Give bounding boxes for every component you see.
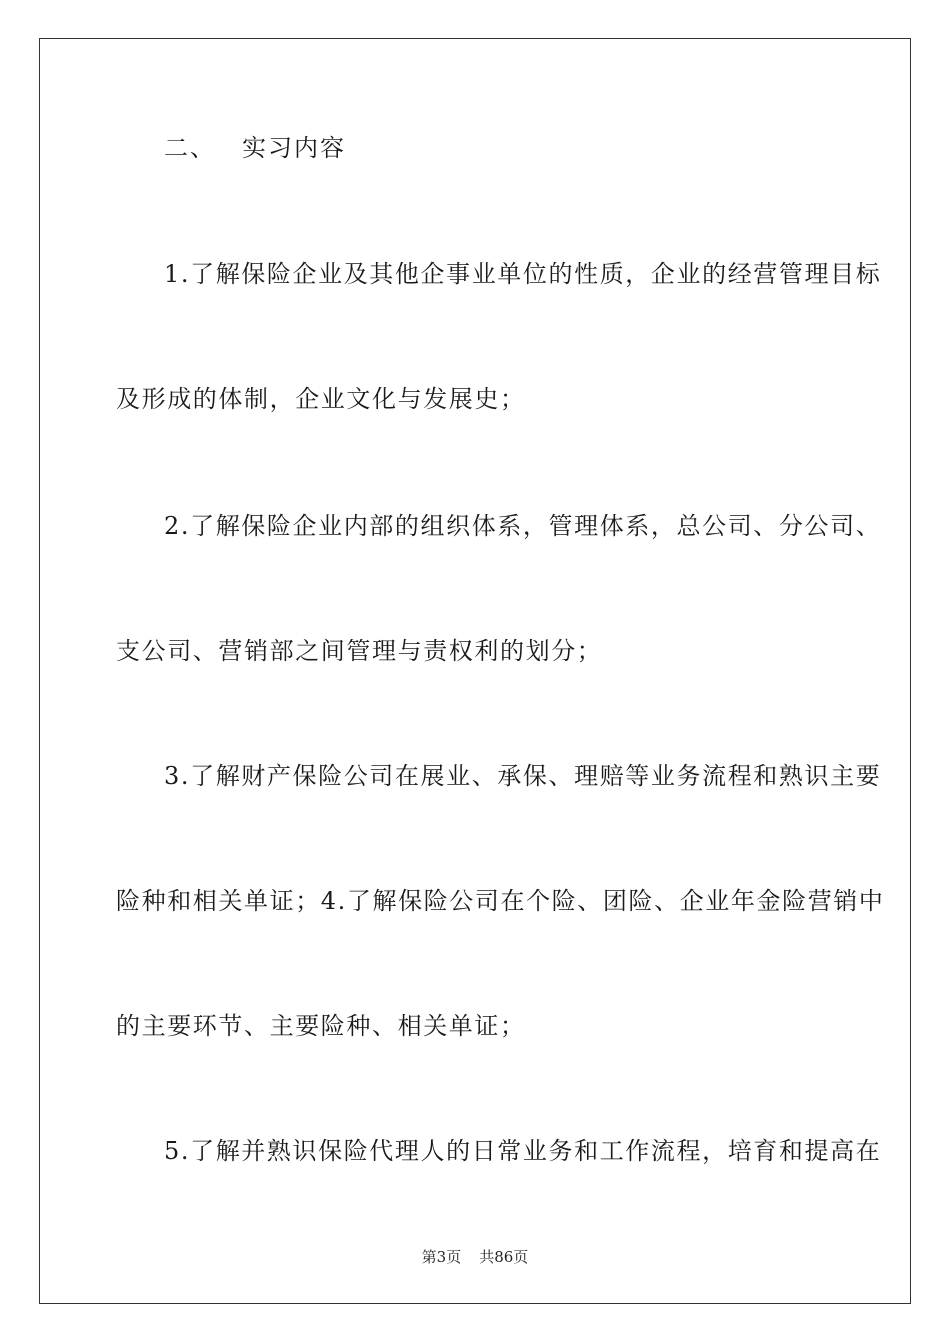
paragraph-3-line-3: 的主要环节、主要险种、相关单证； (116, 1012, 526, 1040)
section-title: 实习内容 (242, 134, 346, 162)
paragraph-1-line-2: 及形成的体制，企业文化与发展史； (116, 385, 526, 413)
paragraph-3-line-1: 3.了解财产保险公司在展业、承保、理赔等业务流程和熟识主要 (164, 762, 882, 790)
paragraph-2-line-2: 支公司、营销部之间管理与责权利的划分； (116, 637, 603, 665)
paragraph-4-line-1: 5.了解并熟识保险代理人的日常业务和工作流程，培育和提高在 (164, 1137, 882, 1165)
paragraph-3-line-2: 险种和相关单证；4.了解保险公司在个险、团险、企业年金险营销中 (116, 887, 885, 915)
page-footer (0, 1247, 950, 1267)
paragraph-2-line-1: 2.了解保险企业内部的组织体系，管理体系，总公司、分公司、 (164, 512, 882, 540)
page-total: 共86页 (479, 1248, 529, 1266)
paragraph-1-line-1: 1.了解保险企业及其他企事业单位的性质，企业的经营管理目标 (164, 260, 882, 288)
section-heading (164, 132, 346, 164)
section-number: 二、 (164, 134, 216, 162)
page-number: 第3页 (421, 1248, 462, 1266)
page-border (39, 38, 911, 1304)
